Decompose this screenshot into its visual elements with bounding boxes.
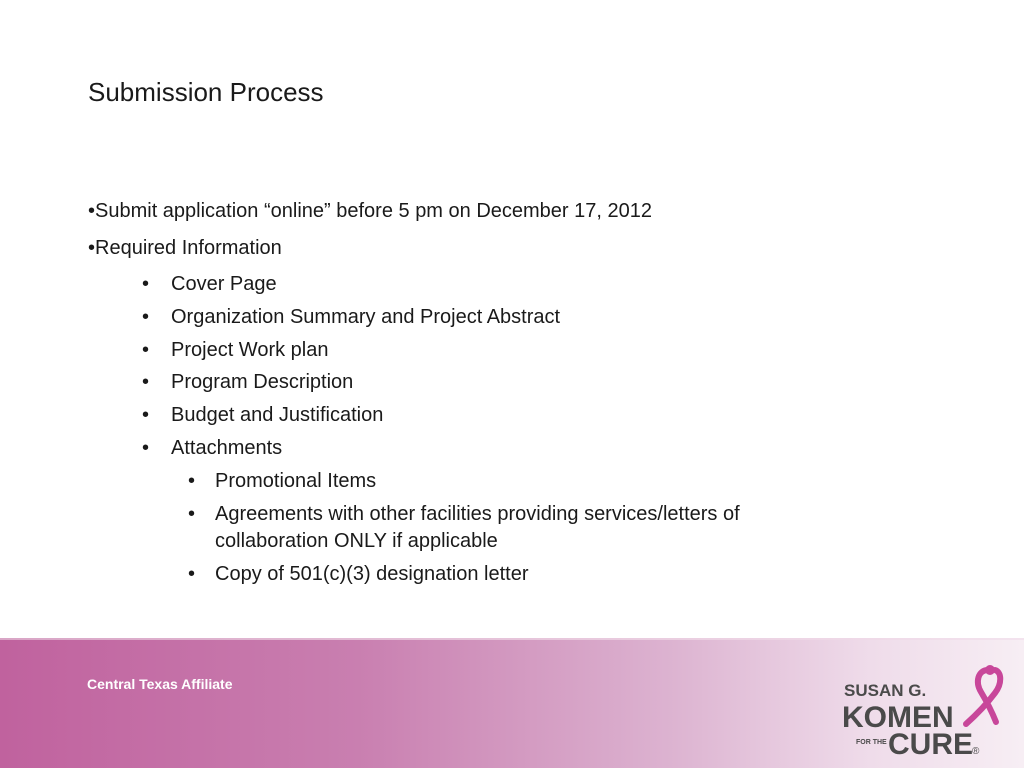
affiliate-label: Central Texas Affiliate [87,676,233,692]
logo-registered-mark: ® [972,746,980,757]
list-item-required-information: •Required Information [88,237,282,259]
pink-ribbon-icon [966,665,1000,724]
bullet-marker: • [142,437,150,459]
list-item-promotional-items: Promotional Items [215,470,377,492]
bullet-marker: • [142,306,150,328]
list-item-budget-justification: Budget and Justification [171,404,384,426]
list-item-attachments: Attachments [171,437,283,459]
bullet-marker: • [188,470,196,492]
logo-text-cure: CURE [888,728,974,760]
list-item-organization-summary: Organization Summary and Project Abstract [171,306,561,328]
list-item-project-work-plan: Project Work plan [171,339,329,361]
bullet-marker: • [142,371,150,393]
list-item-agreements: Agreements with other facilities providing services/letters of collaboration ONLY if applicable [215,503,740,552]
bullet-marker: • [142,404,150,426]
list-item-501c3-letter: Copy of 501(c)(3) designation letter [215,563,529,585]
bullet-marker: • [188,503,196,525]
komen-logo [838,660,1008,760]
list-item-cover-page: Cover Page [171,273,277,295]
footer-divider [0,638,1024,640]
logo-text-susan: SUSAN G. [844,681,927,700]
list-item-submit: •Submit application “online” before 5 pm on December 17, 2012 [88,200,652,222]
bullet-marker: • [142,273,150,295]
logo-text-komen: KOMEN [842,701,954,734]
list-item-program-description: Program Description [171,371,354,393]
bullet-marker: • [142,339,150,361]
bullet-marker: • [188,563,196,585]
logo-text-for-the: FOR THE [856,739,887,746]
slide-title: Submission Process [88,77,324,107]
